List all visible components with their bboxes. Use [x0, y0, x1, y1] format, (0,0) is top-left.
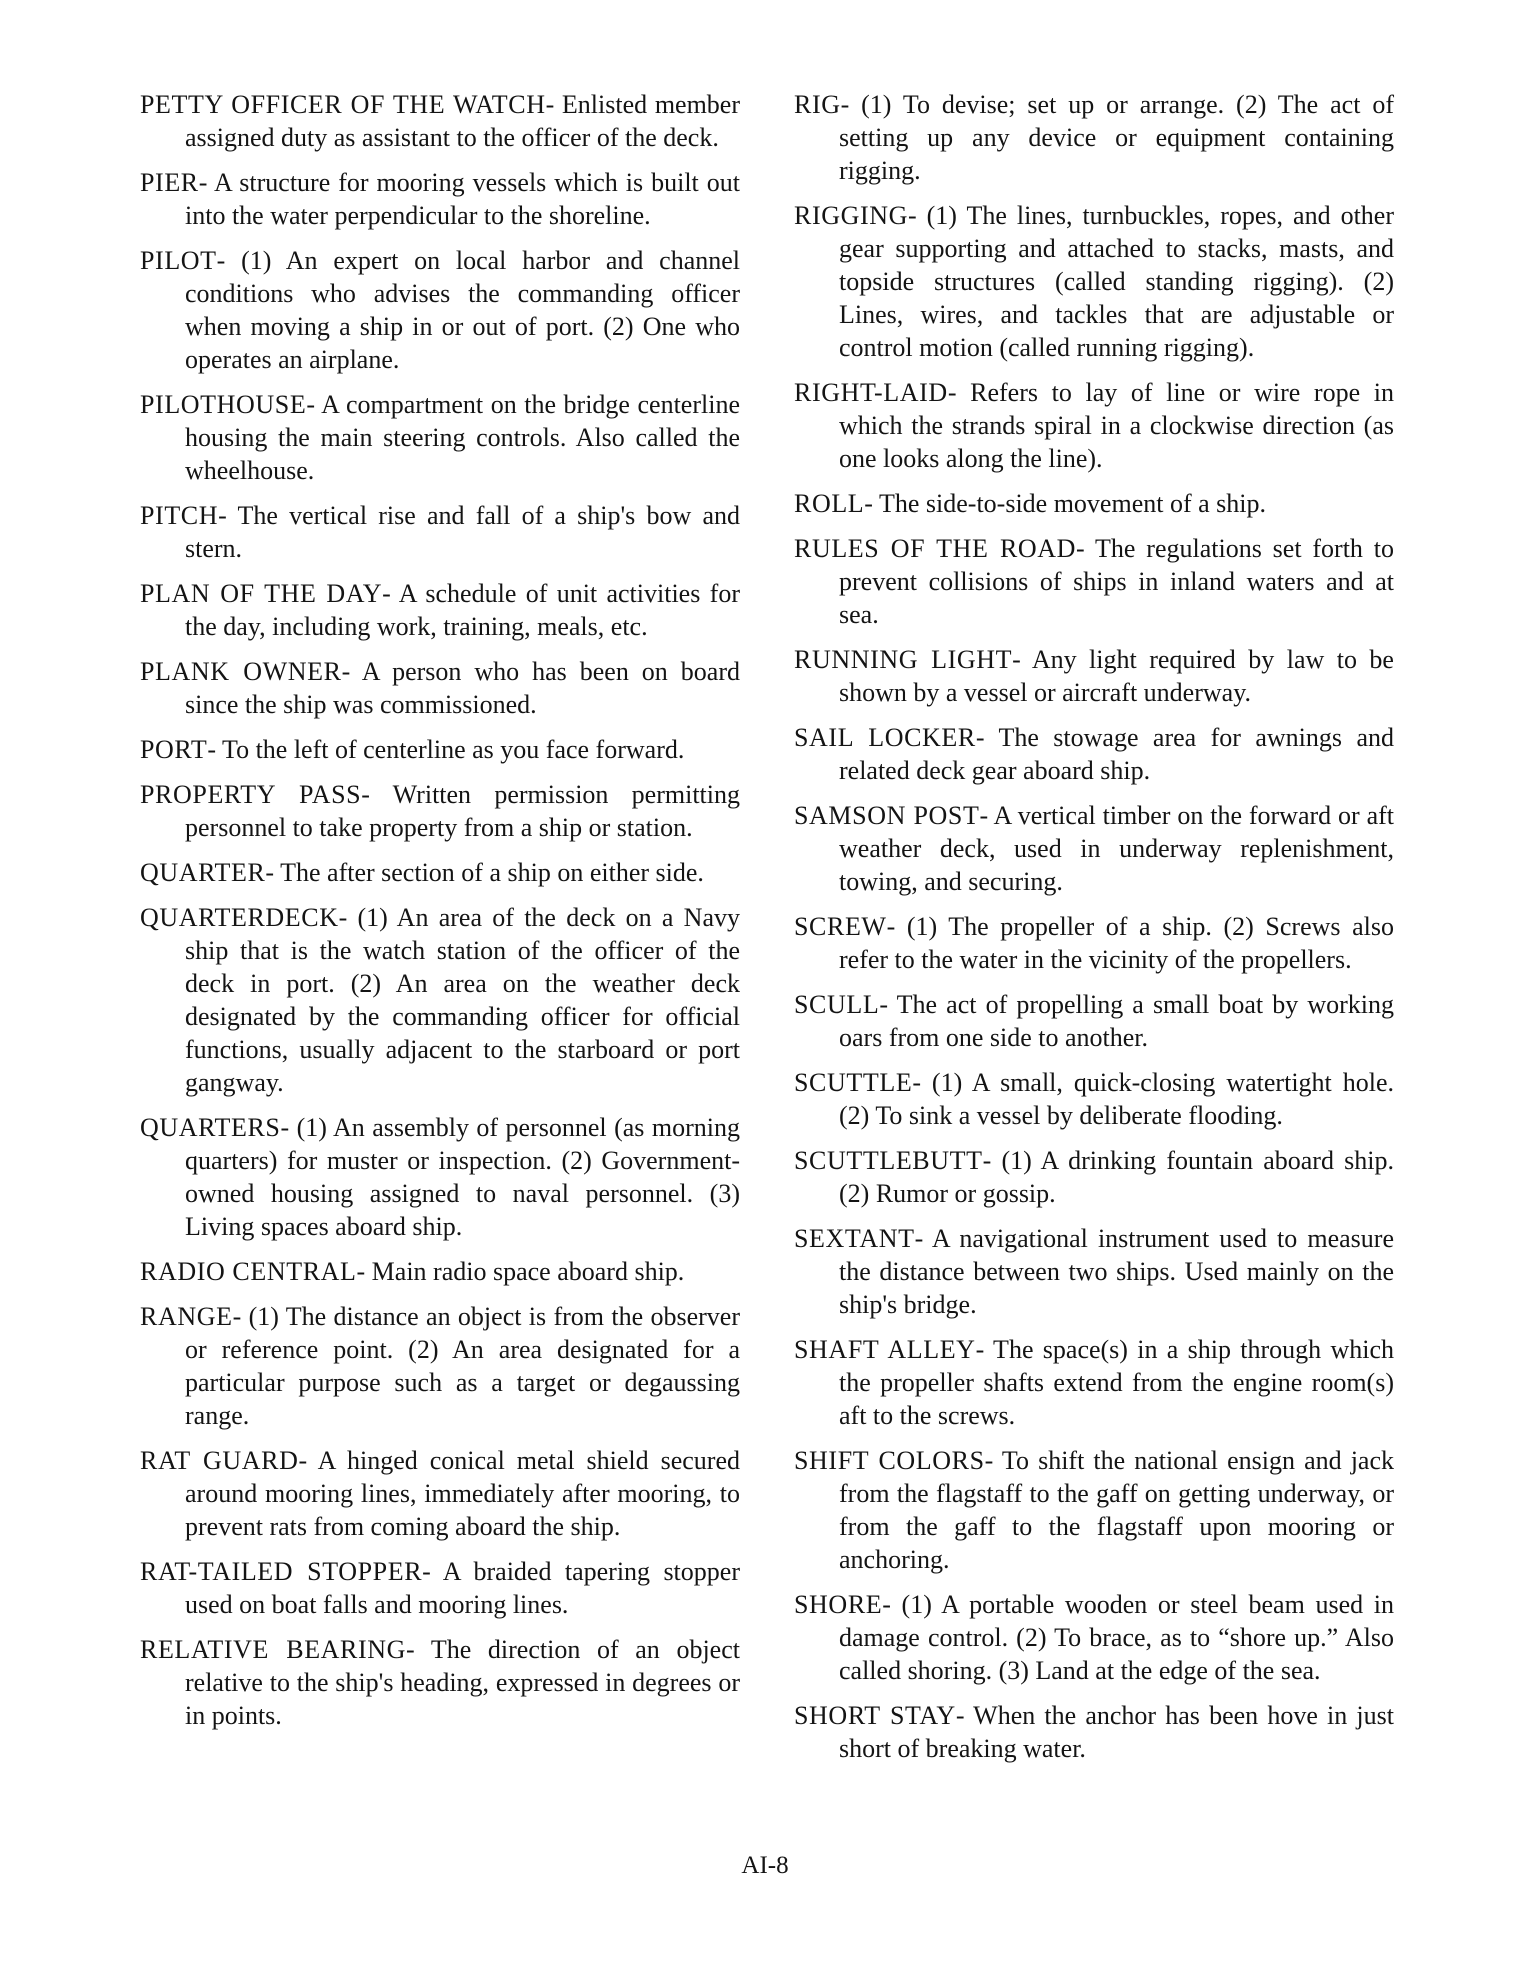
glossary-definition: - (1) A drinking fountain aboard ship. (2) Rumor or gossip. — [839, 1146, 1394, 1208]
glossary-term: RIGGING — [794, 201, 908, 230]
glossary-definition: - The act of propelling a small boat by working oars from one side to another. — [839, 990, 1394, 1052]
glossary-entry — [794, 910, 1394, 976]
glossary-term: RAT GUARD — [140, 1446, 299, 1475]
glossary-term: SEXTANT — [794, 1224, 915, 1253]
glossary-term: RANGE — [140, 1302, 233, 1331]
glossary-entry — [140, 1555, 740, 1621]
glossary-definition: - To the left of centerline as you face forward. — [207, 735, 685, 764]
glossary-entry — [140, 856, 740, 889]
glossary-entry — [794, 1144, 1394, 1210]
glossary-entry — [794, 799, 1394, 898]
glossary-term: PILOT — [140, 246, 217, 275]
glossary-definition: - The space(s) in a ship through which the propeller shafts extend from the engine room(s) aft to the screws. — [839, 1335, 1395, 1430]
glossary-entry — [794, 376, 1394, 475]
glossary-term: SAIL LOCKER — [794, 723, 976, 752]
glossary-term: ROLL — [794, 489, 865, 518]
glossary-entry — [140, 1111, 740, 1243]
glossary-entry — [794, 1333, 1394, 1432]
glossary-entry — [140, 901, 740, 1099]
glossary-term: PIER — [140, 168, 199, 197]
glossary-term: SHIFT COLORS — [794, 1446, 985, 1475]
glossary-entry — [794, 1699, 1394, 1765]
glossary-definition: - A navigational instrument used to measure the distance between two ships. Used mainly on the ship's bridge. — [839, 1224, 1394, 1319]
glossary-definition: - A hinged conical metal shield secured around mooring lines, immediately after mooring, to prevent rats from coming aboard the ship. — [185, 1446, 740, 1541]
glossary-term: SAMSON POST — [794, 801, 980, 830]
glossary-definition: - Refers to lay of line or wire rope in which the strands spiral in a clockwise direction (as one looks along the line). — [839, 378, 1394, 473]
glossary-right-column — [794, 88, 1394, 1777]
glossary-term: RADIO CENTRAL — [140, 1257, 357, 1286]
glossary-definition: - The stowage area for awnings and related deck gear aboard ship. — [839, 723, 1394, 785]
glossary-term: PILOTHOUSE — [140, 390, 307, 419]
glossary-definition: - A structure for mooring vessels which is built out into the water perpendicular to the shoreline. — [185, 168, 740, 230]
glossary-term: PLAN OF THE DAY — [140, 579, 383, 608]
glossary-entry — [794, 988, 1394, 1054]
glossary-definition: - (1) The lines, turnbuckles, ropes, and other gear supporting and attached to stacks, masts, and topside structures (called standing rigging). (2) Lines, wires, and tackles that are adjustable or control motion (called running rigging). — [839, 201, 1394, 362]
glossary-entry — [794, 532, 1394, 631]
glossary-term: SCUTTLE — [794, 1068, 913, 1097]
glossary-term: PLANK OWNER — [140, 657, 342, 686]
glossary-term: RIGHT-LAID — [794, 378, 948, 407]
glossary-definition: - Main radio space aboard ship. — [356, 1257, 685, 1286]
glossary-definition: - A braided tapering stopper used on boat falls and mooring lines. — [185, 1557, 740, 1619]
glossary-entry — [794, 1588, 1394, 1687]
glossary-entry — [140, 1444, 740, 1543]
glossary-definition: - A schedule of unit activities for the day, including work, training, meals, etc. — [185, 579, 740, 641]
glossary-term: RULES OF THE ROAD — [794, 534, 1077, 563]
glossary-entry — [794, 1222, 1394, 1321]
glossary-entry — [140, 244, 740, 376]
glossary-left-column — [140, 88, 740, 1744]
glossary-term: PROPERTY PASS — [140, 780, 362, 809]
glossary-entry — [140, 577, 740, 643]
glossary-definition: - The after section of a ship on either side. — [265, 858, 704, 887]
glossary-entry — [794, 88, 1394, 187]
glossary-definition: - To shift the national ensign and jack from the flagstaff to the gaff on getting underway, or from the gaff to the flagstaff upon mooring or anchoring. — [839, 1446, 1395, 1574]
glossary-term: QUARTER — [140, 858, 266, 887]
glossary-term: RIG — [794, 90, 841, 119]
glossary-entry — [140, 88, 740, 154]
glossary-definition: - The vertical rise and fall of a ship's bow and stern. — [185, 501, 740, 563]
glossary-entry — [140, 733, 740, 766]
glossary-definition: - A vertical timber on the forward or aft weather deck, used in underway replenishment, towing, and securing. — [839, 801, 1394, 896]
glossary-entry — [140, 778, 740, 844]
glossary-term: PITCH — [140, 501, 219, 530]
glossary-definition: - When the anchor has been hove in just short of breaking water. — [839, 1701, 1394, 1763]
glossary-term: SCREW — [794, 912, 887, 941]
glossary-definition: - The regulations set forth to prevent collisions of ships in inland waters and at sea. — [839, 534, 1394, 629]
glossary-definition: - Enlisted member assigned duty as assistant to the officer of the deck. — [185, 90, 741, 152]
glossary-entry — [794, 1444, 1394, 1576]
glossary-entry — [794, 487, 1394, 520]
glossary-entry — [794, 721, 1394, 787]
glossary-entry — [140, 1300, 740, 1432]
glossary-definition: - (1) An expert on local harbor and channel conditions who advises the commanding officer when moving a ship in or out of port. (2) One who operates an airplane. — [185, 246, 740, 374]
page-number: AI-8 — [741, 1852, 789, 1879]
glossary-term: SCUTTLEBUTT — [794, 1146, 983, 1175]
glossary-term: RUNNING LIGHT — [794, 645, 1013, 674]
glossary-definition: - Written permission permitting personnel to take property from a ship or station. — [185, 780, 740, 842]
glossary-definition: - The direction of an object relative to the ship's heading, expressed in degrees or in points. — [185, 1635, 740, 1730]
glossary-entry — [140, 1255, 740, 1288]
glossary-definition: - The side-to-side movement of a ship. — [864, 489, 1267, 518]
glossary-term: PETTY OFFICER OF THE WATCH — [140, 90, 546, 119]
glossary-entry — [140, 499, 740, 565]
glossary-term: SHORT STAY — [794, 1701, 956, 1730]
glossary-term: QUARTERS — [140, 1113, 281, 1142]
glossary-definition: - (1) A small, quick-closing watertight hole. (2) To sink a vessel by deliberate flooding. — [839, 1068, 1394, 1130]
glossary-term: RELATIVE BEARING — [140, 1635, 406, 1664]
glossary-entry — [140, 1633, 740, 1732]
glossary-definition: - (1) An area of the deck on a Navy ship that is the watch station of the officer of the deck in port. (2) An area on the weather deck designated by the commanding officer for official functions, usually adjacent to the starboard or port gangway. — [185, 903, 740, 1097]
glossary-definition: - A person who has been on board since the ship was commissioned. — [185, 657, 740, 719]
glossary-term: RAT-TAILED STOPPER — [140, 1557, 423, 1586]
glossary-entry — [794, 199, 1394, 364]
glossary-term: SCULL — [794, 990, 880, 1019]
glossary-term: SHAFT ALLEY — [794, 1335, 976, 1364]
glossary-definition: - (1) A portable wooden or steel beam used in damage control. (2) To brace, as to “shore up.” Also called shoring. (3) Land at the edge of the sea. — [839, 1590, 1394, 1685]
glossary-entry — [794, 1066, 1394, 1132]
glossary-entry — [140, 166, 740, 232]
glossary-term: QUARTERDECK — [140, 903, 339, 932]
glossary-definition: - A compartment on the bridge centerline housing the main steering controls. Also called the wheelhouse. — [185, 390, 740, 485]
glossary-definition: - (1) The propeller of a ship. (2) Screws also refer to the water in the vicinity of the propellers. — [839, 912, 1394, 974]
glossary-term: PORT — [140, 735, 208, 764]
glossary-entry — [140, 655, 740, 721]
glossary-definition: - (1) To devise; set up or arrange. (2) The act of setting up any device or equipment containing rigging. — [839, 90, 1394, 185]
glossary-definition: - (1) An assembly of personnel (as morning quarters) for muster or inspection. (2) Government-owned housing assigned to naval personnel. (3) Living spaces aboard ship. — [185, 1113, 740, 1241]
glossary-entry — [794, 643, 1394, 709]
glossary-entry — [140, 388, 740, 487]
glossary-definition: - (1) The distance an object is from the observer or reference point. (2) An area designated for a particular purpose such as a target or degaussing range. — [185, 1302, 740, 1430]
glossary-definition: - Any light required by law to be shown by a vessel or aircraft underway. — [839, 645, 1394, 707]
glossary-term: SHORE — [794, 1590, 883, 1619]
